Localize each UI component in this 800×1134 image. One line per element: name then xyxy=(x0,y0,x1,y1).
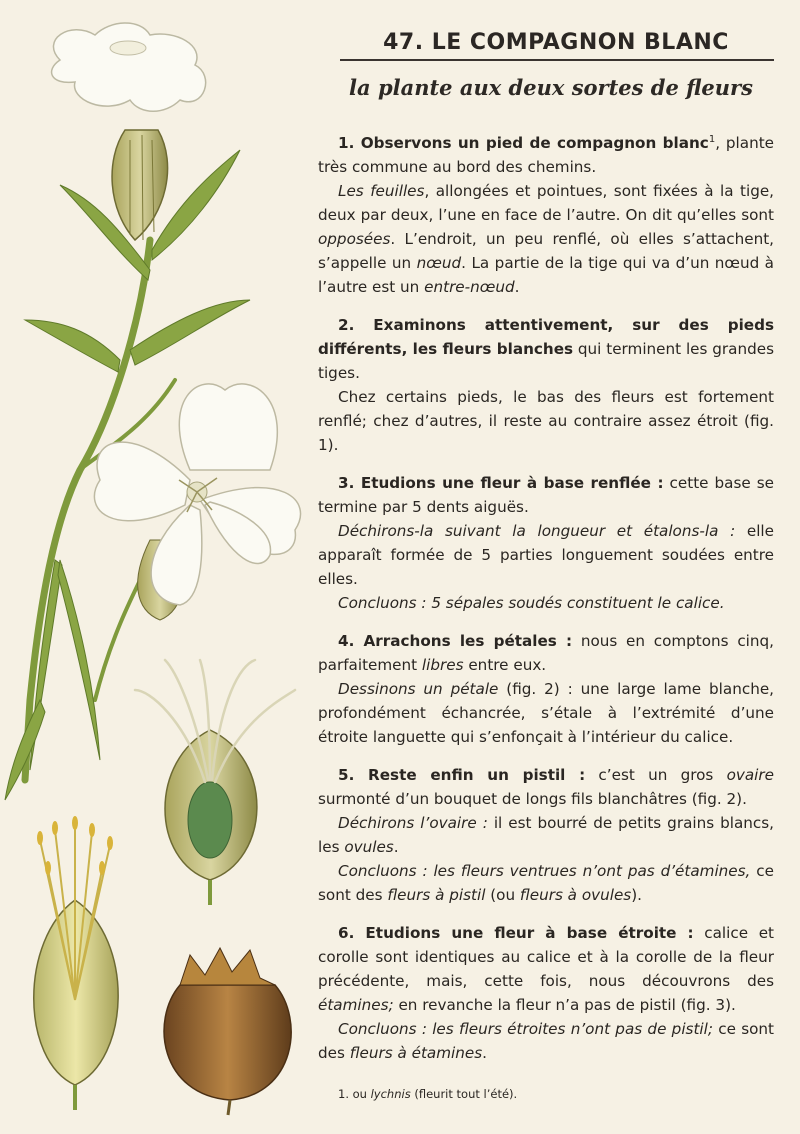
term-opposees: opposées xyxy=(318,230,391,249)
s1-text: . L’endroit, un peu renflé, où elles s’attachent, s’appelle un xyxy=(318,230,774,273)
footnote-text: (fleurit tout l’été). xyxy=(410,1087,518,1102)
section-5-heading: 5. Reste enfin un pistil : xyxy=(338,766,586,785)
page-title: 47. LE COMPAGNON BLANC xyxy=(383,30,729,55)
open-flower xyxy=(94,384,300,620)
s5-text: c’est un gros xyxy=(585,766,727,785)
s5-instruction: Déchirons l’ovaire : xyxy=(338,814,488,833)
s4-instruction: Dessinons un pétale xyxy=(338,680,499,699)
s4-text: nous en comptons cinq, parfaitement xyxy=(318,632,774,675)
text-column xyxy=(318,30,774,1101)
section-3 xyxy=(318,471,774,615)
s6-text: en revanche la fleur n’a pas de pistil (fig. 3). xyxy=(393,996,736,1015)
term-etamines: étamines; xyxy=(318,996,394,1015)
stamen-flower-section xyxy=(34,816,118,1110)
s1-text: . La partie de la tige qui va d’un nœud à l’autre est un xyxy=(318,254,774,297)
term-ovaire: ovaire xyxy=(726,766,774,785)
s6-text: . xyxy=(482,1044,487,1063)
s3-text: elle apparaît formée de 5 parties longuement soudées entre elles. xyxy=(318,522,774,589)
s5-text: . xyxy=(393,838,399,857)
section-5 xyxy=(318,763,774,907)
section-1 xyxy=(318,128,774,299)
botanical-illustration xyxy=(0,0,320,1134)
term-fleurs-a-etamines: fleurs à étamines xyxy=(349,1044,483,1063)
s1-text: , allongées et pointues, sont fixées à la tige, deux par deux, l’une en face de l’autre. On dit qu’elles sont xyxy=(318,182,775,225)
term-libres: libres xyxy=(421,656,464,675)
term-fleurs-a-pistil: fleurs à pistil xyxy=(387,886,486,905)
term-ovules: ovules xyxy=(344,838,394,857)
footnote-ref: 1 xyxy=(708,134,716,145)
section-2-body: Chez certains pieds, le bas des fleurs est fortement renflé; chez d’autres, il reste au contraire assez étroit (fig. 1). xyxy=(318,388,774,455)
s6-conclusion: Concluons : les fleurs étroites n’ont pas de pistil; xyxy=(338,1020,713,1039)
section-2-heading: 2. Examinons attentivement, sur des pieds différents, les fleurs blanches xyxy=(318,316,774,359)
section-1-heading: 1. Observons un pied de compagnon blanc xyxy=(338,134,709,153)
s5-conclusion: Concluons : les fleurs ventrues n’ont pas d’étamines, xyxy=(338,862,751,881)
footnote xyxy=(338,1087,774,1101)
s3-conclusion: Concluons : 5 sépales soudés constituent le calice. xyxy=(338,594,725,613)
section-1-intro: , plante très commune au bord des chemins. xyxy=(318,134,775,177)
s5-text: ). xyxy=(631,886,642,905)
s5-text: (ou xyxy=(485,886,520,905)
s4-text: entre eux. xyxy=(463,656,547,675)
section-4-heading: 4. Arrachons les pétales : xyxy=(338,632,573,651)
footnote-number: 1. ou xyxy=(338,1087,371,1102)
s6-text: ce sont des xyxy=(318,1020,775,1063)
section-2 xyxy=(318,313,774,457)
section-3-heading: 3. Etudions une fleur à base renflée : xyxy=(338,474,664,493)
page-subtitle: la plante aux deux sortes de fleurs xyxy=(349,75,753,100)
title-underline xyxy=(340,59,774,61)
pistil-flower-section xyxy=(135,660,295,905)
section-3-intro: cette base se termine par 5 dents aiguës. xyxy=(318,474,774,517)
s1-text: . xyxy=(514,278,520,297)
seed-capsule xyxy=(164,948,291,1115)
term-entre-noeud: entre-nœud xyxy=(424,278,515,297)
s4-text: (fig. 2) : une large lame blanche, profondément échancrée, s’étale à l’extrémité d’une étroite languette qui s’enfonçait à l’intérieur du calice. xyxy=(318,680,774,747)
s3-instruction: Déchirons-la suivant la longueur et étalons-la : xyxy=(338,522,736,541)
s5-text: il est bourré de petits grains blancs, les xyxy=(318,814,775,857)
s5-text: surmonté d’un bouquet de longs fils blanchâtres (fig. 2). xyxy=(318,790,747,809)
footnote-term: lychnis xyxy=(370,1087,411,1102)
section-6-heading: 6. Etudions une fleur à base étroite : xyxy=(338,924,694,943)
term-noeud: nœud xyxy=(416,254,462,273)
s6-text: calice et corolle sont identiques au calice et à la corolle de la fleur précédente, mais, cette fois, nous découvrons des xyxy=(318,924,774,991)
section-6 xyxy=(318,921,774,1065)
term-fleurs-a-ovules: fleurs à ovules xyxy=(519,886,632,905)
term-feuilles: Les feuilles xyxy=(338,182,425,201)
section-4 xyxy=(318,629,774,749)
s5-text: ce sont des xyxy=(318,862,774,905)
section-2-intro: qui terminent les grandes tiges. xyxy=(318,340,774,383)
